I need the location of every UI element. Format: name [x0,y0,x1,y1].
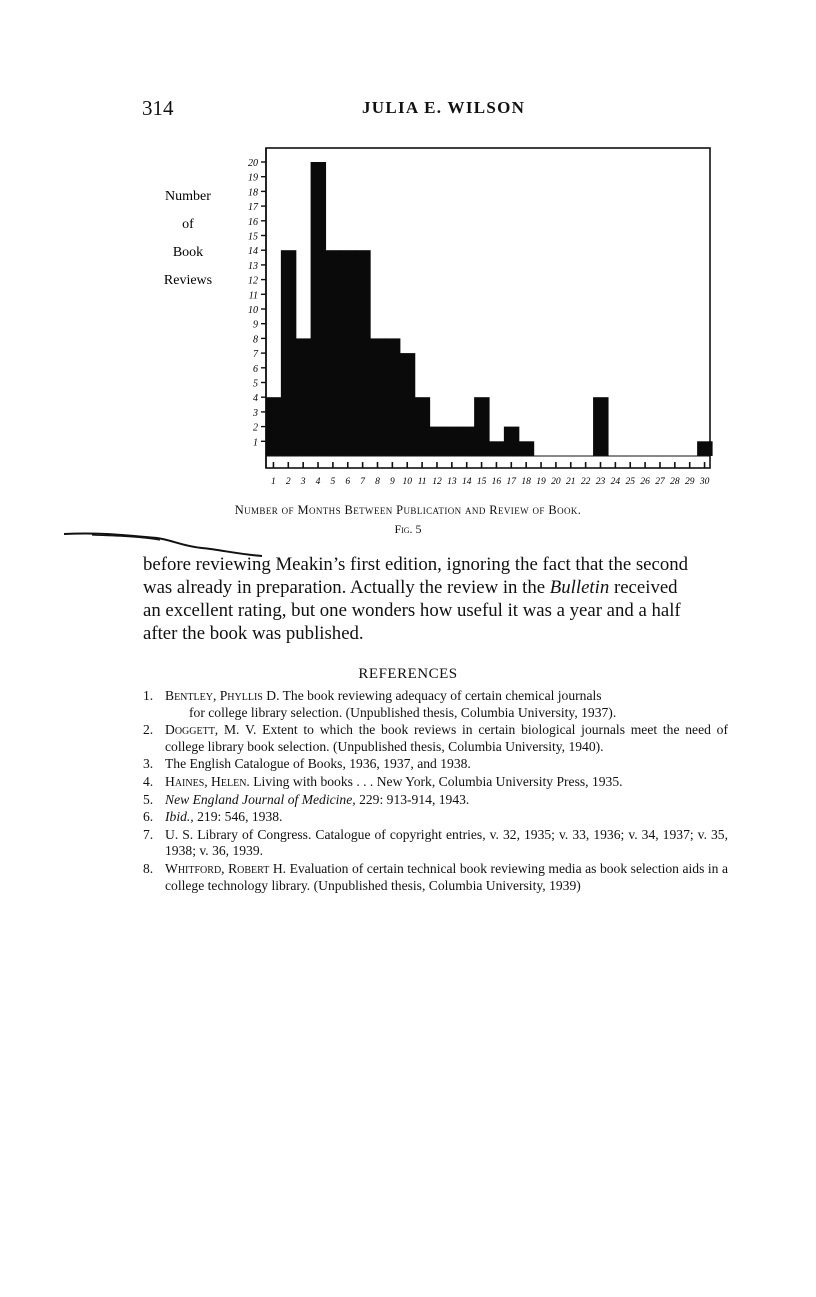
histogram-bar [370,338,385,456]
x-tick-label: 20 [551,477,561,487]
references-heading: REFERENCES [358,666,458,682]
x-tick-label: 22 [580,477,591,487]
y-tick-label: 1 [253,437,258,449]
histogram-chart [160,140,720,502]
histogram-bar [504,427,519,456]
histogram-bar [296,338,311,456]
x-tick-label: 18 [521,477,531,487]
x-tick-label: 1 [271,477,276,487]
x-tick-label: 6 [345,477,351,487]
reference-item: 7. U. S. Library of Congress. Catalogue of copyright entries, v. 32, 1935; v. 33, 1936; v. 34, 1937; v. 35, 1938; v. 36, 1939. [143,826,728,859]
histogram-bar [697,441,712,456]
x-tick-label: 28 [670,477,680,487]
histogram-bar [400,353,415,456]
x-tick-label: 14 [461,477,472,487]
x-tick-label: 15 [476,477,487,487]
y-tick-label: 20 [248,158,258,169]
y-tick-label: 8 [253,334,258,346]
ref-journal: Ibid., [165,809,194,825]
histogram-bar [474,397,489,456]
reference-item: 3. The English Catalogue of Books, 1936, 1937, and 1938. [143,756,471,772]
y-tick-label: 16 [248,216,258,228]
histogram-bar [519,441,534,456]
y-tick-label: 18 [248,187,258,199]
x-tick-label: 29 [684,477,695,487]
histogram-bar [281,250,296,456]
reference-item: 5. New England Journal of Medicine, 229: 913-914, 1943. [143,791,470,807]
histogram-bar [325,250,340,456]
x-tick-label: 12 [432,477,442,487]
reference-item: 8. Whitford, Robert H. Evaluation of certain technical book reviewing media as book selection aids in a college technology library. (Unpublished thesis, Columbia University, 1939) [143,860,728,893]
x-tick-label: 16 [491,477,502,487]
x-tick-label: 23 [595,477,606,487]
figure-label: Fig. 5 [394,522,422,536]
body-line: before reviewing Meakin’s first edition, ignoring the fact that the second [143,554,689,575]
x-tick-label: 25 [625,477,635,487]
y-tick-label: 9 [253,319,258,331]
x-tick-label: 17 [506,477,517,487]
x-tick-label: 19 [536,477,546,487]
histogram-bar [489,441,504,456]
x-tick-label: 2 [285,477,291,487]
histogram-bar [355,250,370,456]
body-paragraph [143,553,729,645]
y-tick-label: 14 [248,246,258,258]
body-line: after the book was published. [143,623,364,644]
reference-item: 4. Haines, Helen. Living with books . . . New York, Columbia University Press, 1935. [143,773,623,789]
y-axis-label: Book [172,245,204,260]
x-tick-label: 30 [699,477,710,487]
x-axis-caption: Number of Months Between Publication and Review of Book. [234,503,582,517]
histogram-bar [430,427,445,456]
page-number: 314 [142,96,174,120]
histogram-bar [266,397,281,456]
x-tick-label: 8 [375,477,380,487]
y-tick-label: 19 [248,172,258,184]
ref-author: Whitford, Robert H. [165,860,287,876]
y-tick-label: 12 [248,275,258,287]
x-tick-label: 11 [417,477,427,487]
ref-author: Haines, Helen. [165,773,250,789]
y-tick-label: 17 [248,202,258,214]
y-tick-label: 4 [253,393,258,405]
y-tick-label: 15 [248,231,258,243]
y-axis-label: Number [165,189,211,204]
y-tick-label: 11 [248,290,258,302]
y-axis-label: Reviews [163,273,213,288]
body-line: was already in preparation. Actually the review in the Bulletin received [143,577,678,598]
y-tick-label: 7 [253,349,258,361]
x-tick-label: 7 [360,477,366,487]
histogram-bar [415,397,430,456]
reference-item: 2. Doggett, M. V. Extent to which the book reviews in certain biological journals meet the need of college library book selection. (Unpublished thesis, Columbia University, 1940). [143,722,728,754]
x-tick-label: 9 [389,477,395,487]
journal-title: Bulletin [549,577,610,598]
body-line: an excellent rating, but one wonders how useful it was a year and a half [143,600,681,621]
ref-author: Bentley, Phyllis D. [165,688,280,703]
histogram-bar [459,427,474,456]
histogram-bar [311,162,326,456]
histogram-bar [385,338,400,456]
y-tick-label: 5 [253,378,258,390]
x-tick-label: 24 [610,477,621,487]
histogram-bar [444,427,459,456]
reference-item: 1. Bentley, Phyllis D. The book reviewing adequacy of certain chemical journals for college library selection. (Unpublished thesis, Columbia University, 1937). [143,688,617,720]
y-tick-label: 10 [248,305,258,316]
y-tick-label: 3 [253,407,258,419]
running-title: JULIA E. WILSON [362,98,526,117]
x-tick-label: 13 [447,477,457,487]
y-axis-label: of [182,217,194,232]
x-tick-label: 26 [640,477,650,487]
x-tick-label: 4 [315,477,321,487]
histogram-bar [340,250,355,456]
x-tick-label: 5 [330,477,336,487]
references-list [143,688,728,895]
y-tick-label: 2 [253,422,258,434]
x-tick-label: 3 [300,477,306,487]
y-tick-label: 13 [248,260,258,272]
x-tick-label: 10 [402,477,412,487]
ref-journal: New England Journal of Medicine, [165,791,356,807]
x-tick-label: 27 [655,477,665,487]
ref-author: Doggett, M. V. [165,722,257,738]
reference-item: 6. Ibid., 219: 546, 1938. [143,809,283,825]
x-tick-label: 21 [566,477,576,487]
histogram-bar [593,397,608,456]
y-tick-label: 6 [253,363,258,375]
